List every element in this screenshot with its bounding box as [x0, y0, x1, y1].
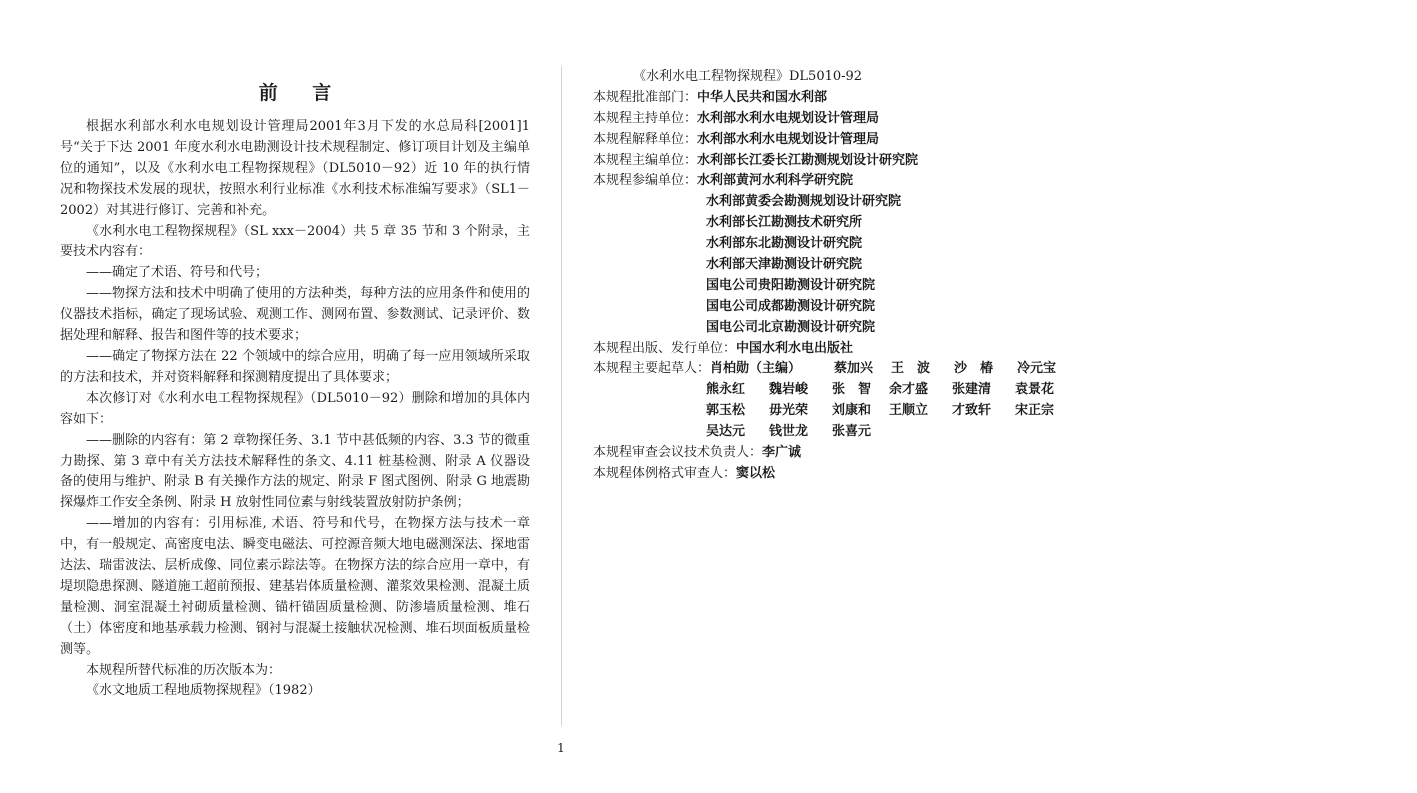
drafter-name: 袁景花 [1015, 382, 1055, 398]
participant-unit: 水利部黄委会勘测规划设计研究院 [706, 194, 902, 210]
chief-editor-line [593, 151, 1113, 172]
approve-value: 中华人民共和国水利部 [697, 89, 828, 105]
drafter-name: 吴达元 [706, 424, 746, 440]
drafters-line [593, 359, 1113, 380]
interpret-line [593, 130, 1113, 151]
foreword-paragraph: ——删除的内容有：第 2 章物探任务、3.1 节中甚低频的内容、3.3 节的微重力勘探、第 3 章中有关方法技术解释性的条文、4.11 桩基检测、附录 A 仪器设备的使用与维护、附录 B 有关操作方法的规定、附录 F 图式图例、附录 G 地震勘探爆炸工作安全条例、附录 H 放射性同位素与射线装置放射防护条例； [60, 432, 530, 511]
drafter-name: 刘康和 [832, 403, 872, 419]
drafter-name: 冷元宝 [1017, 361, 1057, 377]
drafters-label: 本规程主要起草人： [593, 361, 711, 377]
review-tech-label: 本规程审查会议技术负责人： [593, 445, 763, 461]
participant-line [593, 171, 1113, 192]
drafter-name: 张建清 [952, 382, 992, 398]
previous-version-line [593, 67, 1113, 88]
drafter-name: 张 智 [832, 382, 872, 398]
review-tech-value: 李广诚 [762, 445, 802, 461]
page-title: 前 言 [258, 82, 346, 104]
review-tech-line [593, 443, 1113, 464]
publisher-line [593, 339, 1113, 360]
foreword-paragraph: 根据水利部水利水电规划设计管理局2001年3月下发的水总局科[2001]1号“关于下达 2001 年度水利水电勘测设计技术规程制定、修订项目计划及主编单位的通知”，以及《水利水电工程物探规程》（DL5010－92）近 10 年的执行情况和物探技术发展的现状，按照水利行业标准《水利技术标准编写要求》（SL1－2002）对其进行修订、完善和补充。 [60, 119, 530, 218]
drafter-name: 毋光荣 [769, 403, 809, 419]
participant-unit: 水利部天津勘测设计研究院 [706, 257, 863, 273]
approve-label: 本规程批准部门： [593, 89, 698, 105]
drafters-line [593, 401, 1113, 422]
drafter-name: 王 波 [891, 361, 931, 377]
interpret-value: 水利部水利水电规划设计管理局 [697, 131, 880, 147]
participant-unit: 国电公司贵阳勘测设计研究院 [706, 277, 876, 293]
host-value: 水利部水利水电规划设计管理局 [697, 110, 880, 126]
foreword-paragraph: ——增加的内容有：引用标准, 术语、符号和代号，在物探方法与技术一章中，有一般规定、高密度电法、瞬变电磁法、可控源音频大地电磁测深法、探地雷达法、瑞雷波法、层析成像、同位素示踪法等。在物探方法的综合应用一章中，有堤坝隐患探测、隧道施工超前预报、建基岩体质量检测、灌浆效果检测、混凝土质量检测、洞室混凝土衬砌质量检测、锚杆锚固质量检测、防渗墙质量检测、堆石（土）体密度和地基承载力检测、钢衬与混凝土接触状况检测、堆石坝面板质量检测等。 [60, 516, 530, 657]
drafter-name: 王顺立 [889, 403, 929, 419]
publisher-value: 中国水利水电出版社 [736, 340, 854, 356]
participant-unit: 国电公司北京勘测设计研究院 [706, 319, 876, 335]
drafter-name: 魏岩峻 [769, 382, 809, 398]
interpret-label: 本规程解释单位： [593, 131, 698, 147]
drafter-name: 肖柏勋（主编） [710, 361, 802, 377]
foreword-paragraph: 《水利水电工程物探规程》（SL xxx－2004）共 5 章 35 节和 3 个附录，主要技术内容有： [60, 223, 530, 260]
review-format-line [593, 464, 1113, 485]
foreword-paragraph: 本规程所替代标准的历次版本为： [86, 662, 282, 678]
chief-editor-value: 水利部长江委长江勘测规划设计研究院 [697, 152, 919, 168]
participant-label: 本规程参编单位： [593, 173, 698, 189]
foreword-paragraph: 本次修订对《水利水电工程物探规程》（DL5010－92）删除和增加的具体内容如下： [60, 390, 530, 427]
chief-editor-label: 本规程主编单位： [593, 152, 698, 168]
drafter-name: 郭玉松 [706, 403, 746, 419]
previous-version-text: 《水利水电工程物探规程》DL5010-92 [633, 69, 863, 84]
column-divider [561, 66, 562, 726]
foreword-column [60, 78, 530, 702]
foreword-paragraph: ——物探方法和技术中明确了使用的方法种类，每种方法的应用条件和使用的仪器技术指标，确定了现场试验、观测工作、测网布置、参数测试、记录评价、数据处理和解释、报告和图件等的技术要求； [60, 286, 530, 344]
drafter-name: 宋正宗 [1015, 403, 1055, 419]
host-line [593, 109, 1113, 130]
host-label: 本规程主持单位： [593, 110, 698, 126]
credits-column [593, 67, 1113, 485]
drafters-line [593, 380, 1113, 401]
drafter-name: 蔡加兴 [834, 361, 874, 377]
review-format-label: 本规程体例格式审查人： [593, 465, 737, 481]
drafter-name: 沙 椿 [954, 361, 994, 377]
foreword-paragraph: 《水文地质工程地质物探规程》（1982） [86, 683, 321, 699]
drafter-name: 才致轩 [952, 403, 992, 419]
drafter-name: 熊永红 [706, 382, 746, 398]
drafter-name: 张喜元 [832, 424, 872, 440]
foreword-paragraph: ——确定了物探方法在 22 个领域中的综合应用，明确了每一应用领域所采取的方法和技术，并对资料解释和探测精度提出了具体要求； [60, 348, 530, 385]
approve-line [593, 88, 1113, 109]
drafter-name: 钱世龙 [769, 424, 809, 440]
review-format-value: 窦以松 [736, 465, 776, 481]
publisher-label: 本规程出版、发行单位： [593, 340, 737, 356]
drafters-line [593, 422, 1113, 443]
participant-unit: 水利部黄河水利科学研究院 [697, 173, 854, 189]
participant-unit: 国电公司成都勘测设计研究院 [706, 298, 876, 314]
participant-unit: 水利部长江勘测技术研究所 [706, 215, 863, 231]
drafter-name: 余才盛 [889, 382, 929, 398]
page-number: 1 [557, 741, 565, 755]
participant-unit: 水利部东北勘测设计研究院 [706, 236, 863, 252]
foreword-paragraph: ——确定了术语、符号和代号； [86, 265, 269, 281]
